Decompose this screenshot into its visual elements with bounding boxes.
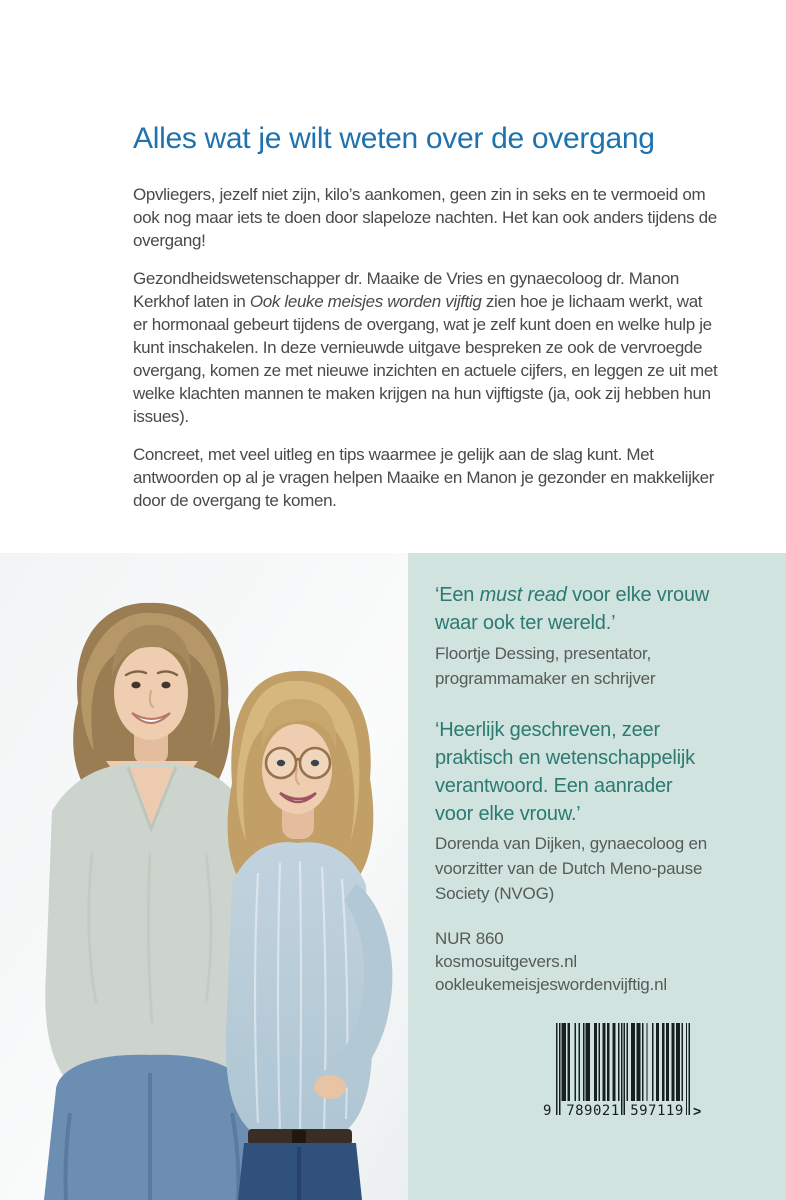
isbn-group2: 597119 <box>630 1103 684 1119</box>
quote-dorenda-text: ‘Heerlijk geschreven, zeer praktisch en wetenschappelijk verantwoord. Een aanrader voor elke vrouw.’ <box>435 719 695 825</box>
publisher-meta <box>435 927 667 996</box>
bottom-section <box>0 553 786 1200</box>
intro-paragraph-concrete: Concreet, met veel uitleg en tips waarmee je gelijk aan de slag kunt. Met antwoorden op al je vragen helpen Maaike en Manon je gezonder en makkelijker door de overgang te komen. <box>133 444 715 510</box>
quote-dorenda-attribution: Dorenda van Dijken, gynaecoloog en voorzitter van de Dutch Meno-pause Society (NVOG) <box>435 834 707 903</box>
paragraph2-text-after: zien hoe je lichaam werkt, wat er hormonaal gebeurt tijdens de overgang, wat je zelf kunt doen en welke hulp je kunt inschakelen. In deze vernieuwde uitgave bespreken ze ook de vervroegde overgang, komen ze met nieuwe inzichten en actuele cijfers, en leggen ze uit met welke klachten mannen te maken krijgen na hun vijftigste (ja, ook zij hebben hun issues). <box>133 291 718 426</box>
quote1-open: ‘Een <box>435 584 480 606</box>
book-title-italic: Ook leuke meisjes worden vijftig <box>249 291 482 311</box>
intro-paragraph-hotflashes: Opvliegers, jezelf niet zijn, kilo’s aankomen, geen zin in seks en te vermoeid om ook nog maar iets te doen door slapeloze nachten. Het kan ook anders tijdens de overgang! <box>133 184 717 250</box>
endorsement-panel <box>408 553 786 1200</box>
two-women-photo <box>0 553 408 1200</box>
intro-paragraph-authors <box>133 267 718 428</box>
barcode-arrow: > <box>693 1103 702 1119</box>
isbn-digits <box>543 1103 702 1123</box>
quote-floortje-attribution: Floortje Dessing, presentator, programmamaker en schrijver <box>435 644 656 688</box>
quote1-rest: voor elke vrouw waar ook ter wereld.’ <box>435 584 710 634</box>
nur-code: NUR 860 <box>435 929 504 948</box>
isbn-barcode <box>543 1023 702 1127</box>
quote-floortje-text <box>435 581 737 637</box>
quote1-must-read: must read <box>479 584 567 606</box>
two-women-illustration <box>0 553 408 1200</box>
intro-section <box>133 122 718 512</box>
isbn-group1: 789021 <box>566 1103 620 1119</box>
page-title: Alles wat je wilt weten over de overgang <box>133 122 655 155</box>
publisher-url: kosmosuitgevers.nl <box>435 952 577 971</box>
isbn-first-digit: 9 <box>543 1103 552 1119</box>
book-url: ookleukemeisjeswordenvijftig.nl <box>435 975 667 994</box>
paragraph2-text-before: Gezondheidswetenschapper dr. Maaike de Vries en gynaecoloog dr. Manon Kerkhof laten in <box>133 268 680 311</box>
